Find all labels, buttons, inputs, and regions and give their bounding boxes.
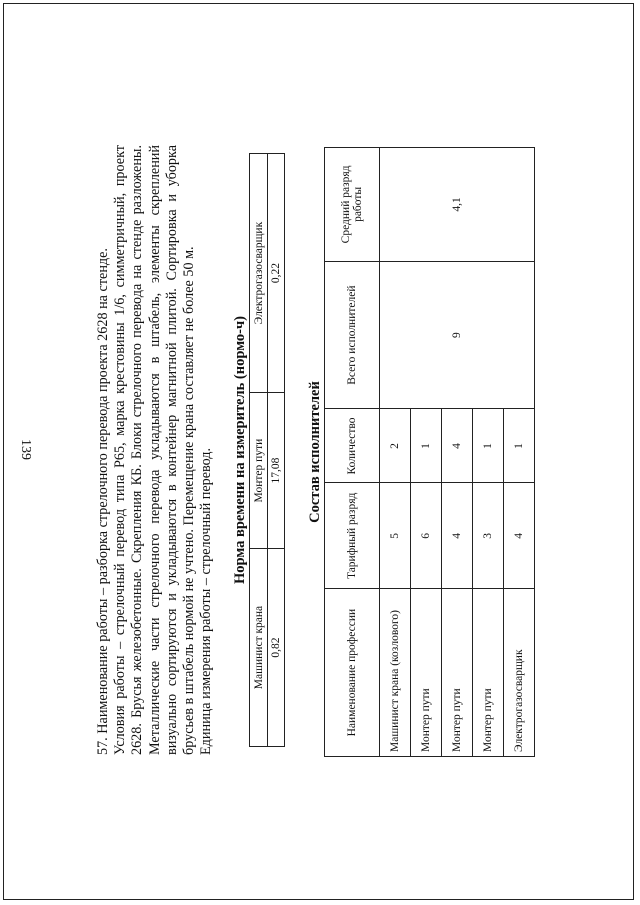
average-grade-cell: 4,1 <box>380 148 535 262</box>
norm-table <box>249 153 285 747</box>
comp-col-grade: Тарифный разряд <box>325 483 380 589</box>
profession-cell: Монтер пути <box>442 589 473 757</box>
grade-cell: 4 <box>504 483 535 589</box>
page-number: 139 <box>18 439 33 460</box>
norm-value-crane-operator: 0,82 <box>268 549 285 747</box>
norm-col-welder: Электрогазосварщик <box>250 154 268 393</box>
comp-col-average: Средний разряд работы <box>325 148 380 262</box>
count-cell: 1 <box>504 409 535 483</box>
norm-value-track-fitter: 17,08 <box>268 393 285 549</box>
composition-heading: Состав исполнителей <box>307 381 323 523</box>
work-title: 57. Наименование работы – разборка стрелочного перевода проекта 2628 на стенде. <box>95 248 111 755</box>
norm-value-welder: 0,22 <box>268 154 285 393</box>
comp-col-total: Всего исполнителей <box>325 261 380 409</box>
norm-col-track-fitter: Монтер пути <box>250 393 268 549</box>
count-cell: 4 <box>442 409 473 483</box>
table-row <box>380 148 411 757</box>
comp-col-count: Количество <box>325 409 380 483</box>
norm-heading: Норма времени на измеритель (нормо-ч) <box>232 316 248 584</box>
norm-col-crane-operator: Машинист крана <box>250 549 268 747</box>
grade-cell: 6 <box>411 483 442 589</box>
count-cell: 2 <box>380 409 411 483</box>
work-unit: Единица измерения работы – стрелочный перевод. <box>198 447 215 755</box>
grade-cell: 5 <box>380 483 411 589</box>
profession-cell: Монтер пути <box>411 589 442 757</box>
total-cell: 9 <box>380 261 535 409</box>
profession-cell: Машинист крана (козлового) <box>380 589 411 757</box>
composition-table <box>324 147 535 757</box>
count-cell: 1 <box>473 409 504 483</box>
count-cell: 1 <box>411 409 442 483</box>
work-description <box>95 145 215 755</box>
composition-section <box>307 147 535 757</box>
norm-section <box>232 153 285 747</box>
grade-cell: 4 <box>442 483 473 589</box>
comp-col-profession: Наименование профессии <box>325 589 380 757</box>
profession-cell: Электрогазосварщик <box>504 589 535 757</box>
grade-cell: 3 <box>473 483 504 589</box>
profession-cell: Монтер пути <box>473 589 504 757</box>
work-conditions: Условия работы – стрелочный перевод типа Р65, марка крестовины 1/6, симметричный, проект 2628. Брусья железобетонные. Скрепления КБ. Блоки стрелочного перевода на стенде разложены. Металлические части стрелочного перевода укладываются в штабель, элементы скреплений визуально сортируются и укладываются в контейнер магнитной плитой. Сортировка и уборка брусьев в штабель нормой не учтено. Перемещение крана составляет не более 50 м. <box>112 145 198 755</box>
